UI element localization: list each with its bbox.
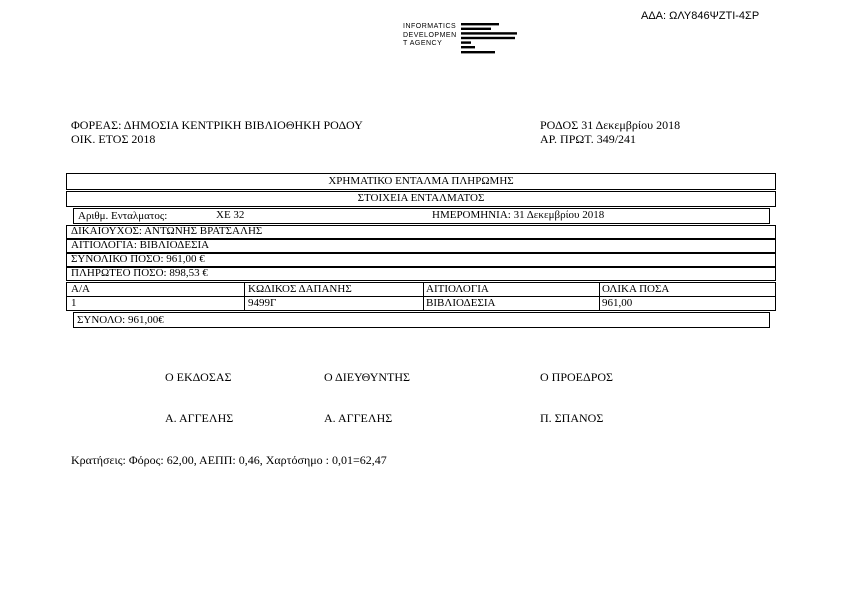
signature-stamp-text-image (461, 23, 521, 55)
foreas: ΦΟΡΕΑΣ: ΔΗΜΟΣΙΑ ΚΕΝΤΡΙΚΗ ΒΙΒΛΙΟΘΗΚΗ ΡΟΔΟΥ (71, 118, 363, 132)
aitiologia: ΑΙΤΙΟΛΟΓΙΑ: ΒΙΒΛΙΟΔΕΣΙΑ (71, 239, 210, 251)
column-header-aitiologia: ΑΙΤΙΟΛΟΓΙΑ (426, 283, 489, 295)
items-col-divider (244, 282, 245, 311)
total-amount: ΣΥΝΟΛΟ: 961,00€ (77, 314, 164, 326)
synoliko-poso: ΣΥΝΟΛΙΚΟ ΠΟΣΟ: 961,00 € (71, 253, 205, 265)
table-title: ΧΡΗΜΑΤΙΚΟ ΕΝΤΑΛΜΑ ΠΛΗΡΩΜΗΣ (328, 175, 514, 187)
signature-stamp-details (461, 23, 521, 57)
total-row (73, 312, 770, 328)
signature-title-ekdosas: Ο ΕΚΔΟΣΑΣ (165, 370, 232, 384)
column-header-aa: Α/Α (71, 283, 90, 295)
entalma-row-box (73, 208, 770, 224)
ar-prot: ΑΡ. ΠΡΩΤ. 349/241 (540, 132, 637, 146)
signature-name-proedros: Π. ΣΠΑΝΟΣ (540, 411, 604, 425)
oik-etos: ΟΙΚ. ΕΤΟΣ 2018 (71, 132, 156, 146)
table-cell-kodikos: 9499Γ (248, 297, 277, 309)
ada-code: ΑΔΑ: ΩΛΥ846ΨΖΤΙ-4ΣΡ (641, 10, 760, 22)
items-grid-divider (66, 296, 776, 297)
stamp-line: DEVELOPMEN (403, 31, 457, 39)
pliroteo-poso: ΠΛΗΡΩΤΕΟ ΠΟΣΟ: 898,53 € (71, 267, 208, 279)
signature-name-ekdosas: Α. ΑΓΓΕΛΗΣ (165, 411, 234, 425)
signature-title-proedros: Ο ΠΡΟΕΔΡΟΣ (540, 370, 614, 384)
table-cell-poso: 961,00 (602, 297, 633, 309)
items-col-divider (423, 282, 424, 311)
items-col-divider (599, 282, 600, 311)
table-subtitle: ΣΤΟΙΧΕΙΑ ΕΝΤΑΛΜΑΤΟΣ (357, 192, 485, 204)
dikaiouxos: ΔΙΚΑΙΟΥΧΟΣ: ΑΝΤΩΝΗΣ ΒΡΑΤΣΑΛΗΣ (71, 225, 263, 237)
column-header-olika-posa: ΟΛΙΚΑ ΠΟΣΑ (602, 283, 670, 295)
kratiseis: Κρατήσεις: Φόρος: 62,00, ΑΕΠΠ: 0,46, Χαρτόσημο : 0,01=62,47 (71, 453, 387, 467)
table-cell-aitiologia: ΒΙΒΛΙΟΔΕΣΙΑ (426, 297, 496, 309)
entalma-date: ΗΜΕΡΟΜΗΝΙΑ: 31 Δεκεμβρίου 2018 (432, 209, 605, 221)
column-header-kodikos: ΚΩΔΙΚΟΣ ΔΑΠΑΝΗΣ (248, 283, 352, 295)
stamp-line: T AGENCY (403, 40, 443, 47)
table-cell-aa: 1 (71, 297, 77, 309)
entalma-value: ΧΕ 32 (216, 209, 245, 221)
signature-stamp-org (403, 23, 457, 49)
signature-title-dieythyntis: Ο ΔΙΕΥΘΥΝΤΗΣ (324, 370, 411, 384)
stamp-line: INFORMATICS (403, 23, 457, 30)
entalma-label: Αριθμ. Ενταλματος: (78, 210, 168, 222)
signature-name-dieythyntis: Α. ΑΓΓΕΛΗΣ (324, 411, 393, 425)
place-date: ΡΟΔΟΣ 31 Δεκεμβρίου 2018 (540, 118, 681, 132)
